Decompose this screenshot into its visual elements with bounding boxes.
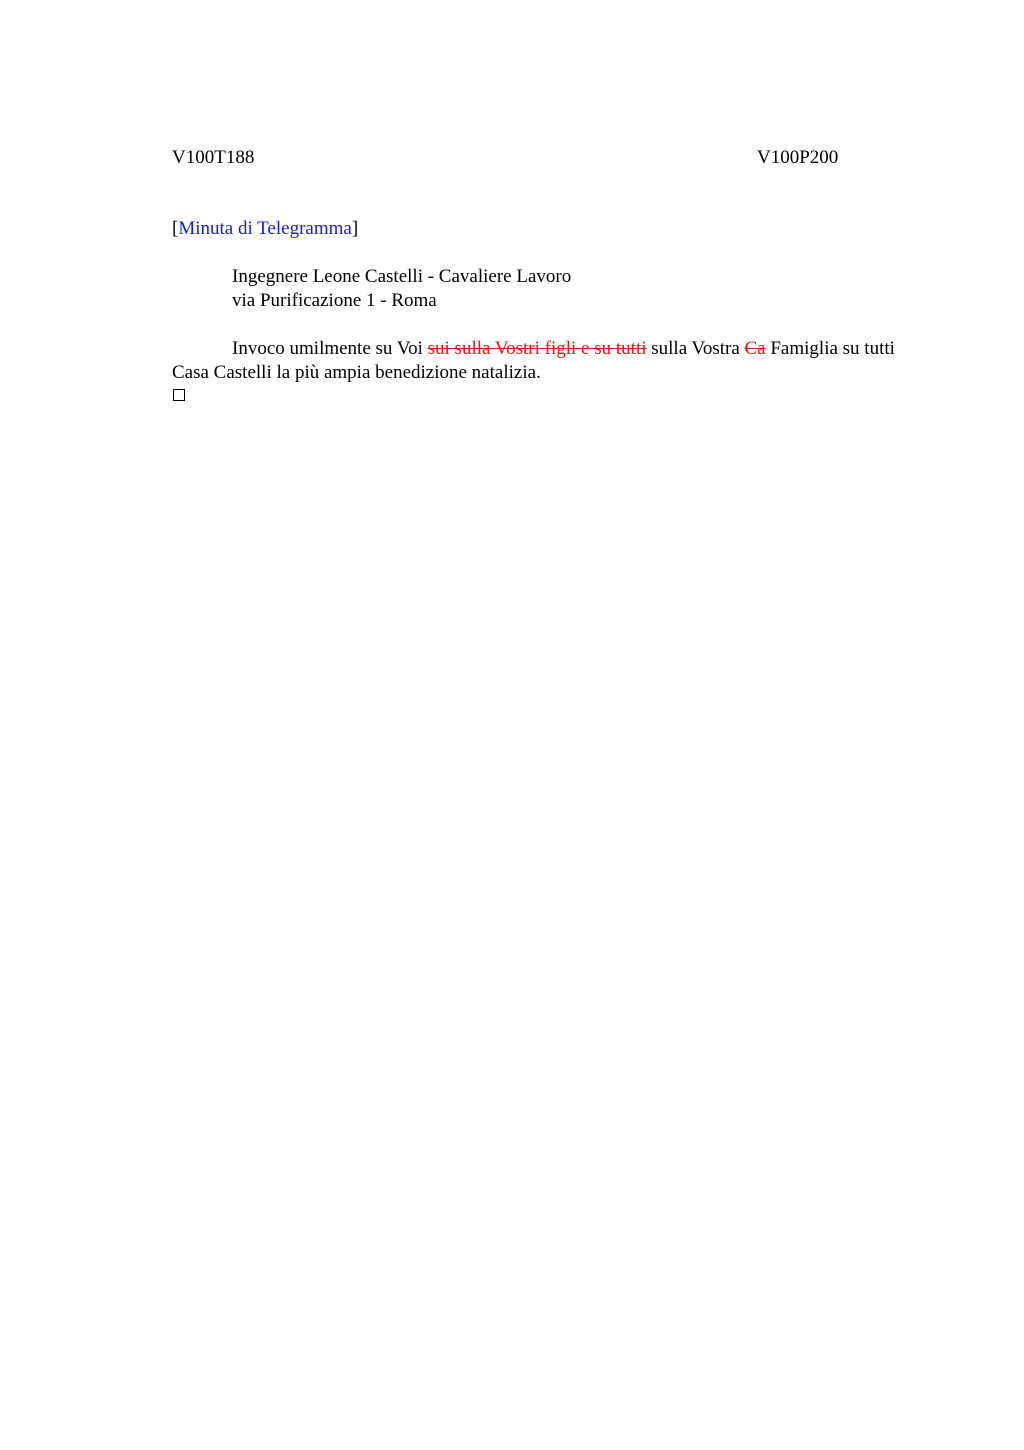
telegram-body bbox=[172, 337, 932, 385]
recipient-name: Ingegnere Leone Castelli - Cavaliere Lavoro bbox=[232, 266, 572, 287]
deleted-text-2: Ca bbox=[744, 338, 766, 359]
document-code-left: V100T188 bbox=[172, 147, 255, 168]
document-code-right: V100P200 bbox=[757, 147, 839, 168]
recipient-address: via Purificazione 1 - Roma bbox=[232, 290, 437, 311]
document-type-heading bbox=[172, 217, 358, 241]
body-text-part-1: Invoco umilmente su Voi bbox=[232, 338, 428, 359]
empty-square-icon bbox=[173, 389, 185, 401]
open-bracket: [ bbox=[172, 218, 179, 239]
body-text-part-2: sulla Vostra bbox=[646, 338, 745, 359]
deleted-text-1: sui sulla Vostri figli e su tutti bbox=[427, 338, 647, 359]
body-text-part-3: Famiglia su tutti Casa Castelli la più ampia benedizione natalizia. bbox=[172, 338, 895, 383]
close-bracket: ] bbox=[351, 218, 359, 239]
document-type-link[interactable]: Minuta di Telegramma bbox=[178, 218, 352, 239]
